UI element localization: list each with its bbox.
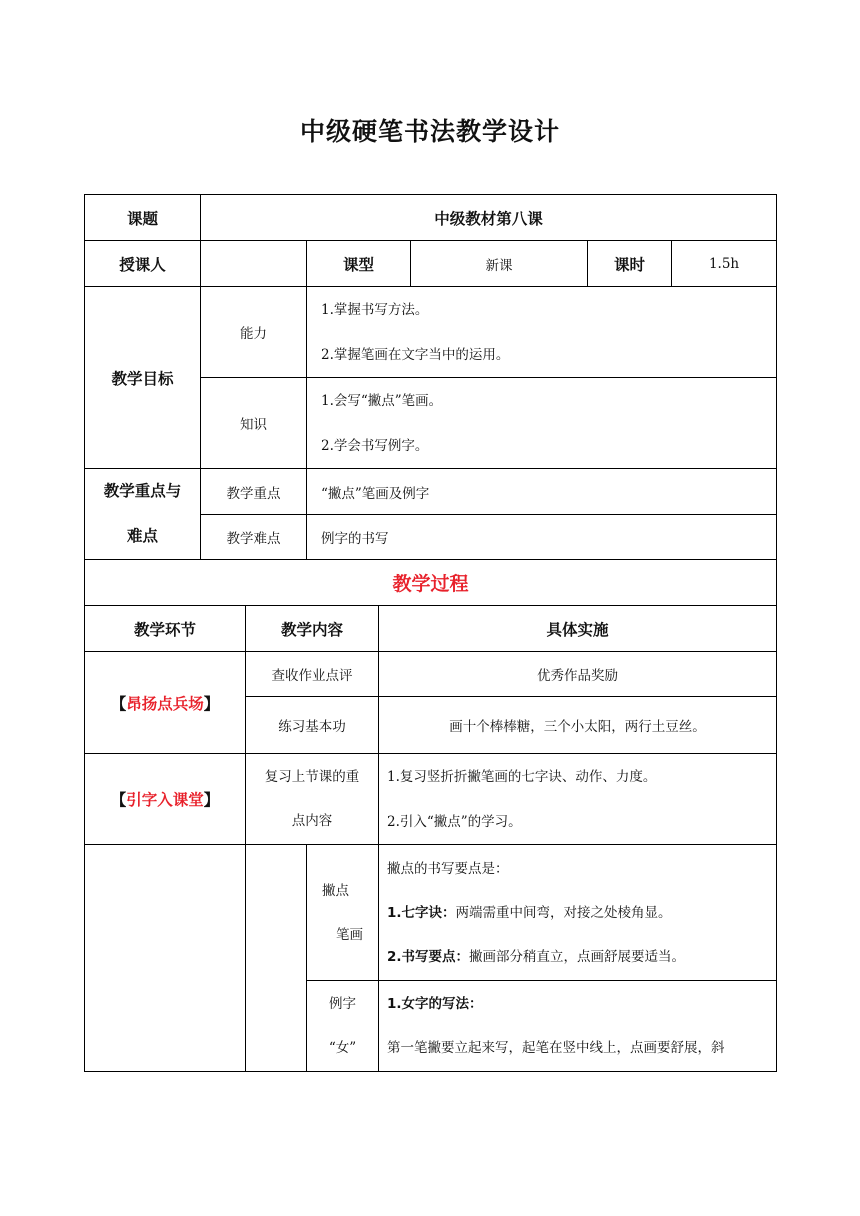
process-section-title: 教学过程 <box>85 560 777 606</box>
stage-warmup <box>85 652 246 754</box>
col-header-stage: 教学环节 <box>85 606 246 652</box>
example-text: 第一笔撇要立起来写，起笔在竖中线上，点画要舒展，斜 <box>387 1040 725 1056</box>
stroke-point <box>387 902 776 924</box>
topic-label: 课题 <box>85 195 201 241</box>
lesson-info-table <box>84 194 777 560</box>
stage-intro-content-line: 复习上节课的重 <box>264 769 360 785</box>
example-heading: 1.女字的写法： <box>387 996 483 1012</box>
knowledge-label: 知识 <box>201 378 307 469</box>
bracket-open: 【 <box>110 791 127 809</box>
stroke-intro: 撇点的书写要点是： <box>387 860 509 877</box>
ability-items <box>307 287 777 378</box>
ability-item: 2.掌握笔画在文字当中的运用。 <box>321 346 510 363</box>
knowledge-item: 2.学会书写例字。 <box>321 437 429 454</box>
teacher-label: 授课人 <box>85 241 201 287</box>
stage-warmup-implementation: 画十个棒棒糖，三个小太阳，两行土豆丝。 <box>379 697 777 754</box>
stage-intro-item: 2.引入“撇点”的学习。 <box>387 813 522 830</box>
stroke-label <box>307 845 379 981</box>
key-points-label-line: 难点 <box>126 527 158 545</box>
stage-intro-content-line: 点内容 <box>291 813 333 829</box>
bracket-open: 【 <box>110 694 127 713</box>
page-title: 中级硬笔书法教学设计 <box>299 117 560 146</box>
knowledge-item: 1.会写“撇点”笔画。 <box>321 392 443 409</box>
stroke-point-text: 撇画部分稍直立，点画舒展要适当。 <box>469 948 686 965</box>
stroke-label-line: 撇点 <box>322 882 349 899</box>
example-description <box>379 981 777 1072</box>
lesson-type-label: 课型 <box>307 241 411 287</box>
difficulty-value: 例字的书写 <box>307 515 777 560</box>
stage-new-lesson-content-cell <box>246 845 307 1072</box>
ability-label: 能力 <box>201 287 307 378</box>
stage-warmup-content: 查收作业点评 <box>246 652 379 697</box>
knowledge-items <box>307 378 777 469</box>
col-header-content: 教学内容 <box>246 606 379 652</box>
example-label-line: “女” <box>328 1040 357 1056</box>
stroke-description <box>379 845 777 981</box>
teaching-goals-label: 教学目标 <box>85 287 201 469</box>
stroke-point-label: 2.书写要点： <box>387 948 470 965</box>
stage-intro-implementation <box>379 754 777 845</box>
ability-item: 1.掌握书写方法。 <box>321 301 429 318</box>
stroke-point <box>387 946 776 968</box>
stage-intro <box>85 754 246 845</box>
stage-warmup-content: 练习基本功 <box>246 697 379 754</box>
stage-intro-content <box>246 754 379 845</box>
key-points-label <box>85 469 201 560</box>
stage-intro-item: 1.复习竖折折撇笔画的七字诀、动作、力度。 <box>387 768 657 785</box>
teacher-value <box>201 241 307 287</box>
stage-warmup-name: 昂扬点兵场 <box>126 694 204 713</box>
stroke-point-label: 1.七字诀： <box>387 904 456 921</box>
focus-label: 教学重点 <box>201 469 307 515</box>
bracket-close: 】 <box>203 694 220 713</box>
focus-value: “撇点”笔画及例字 <box>307 469 777 515</box>
lesson-type-value: 新课 <box>411 241 588 287</box>
stage-intro-name: 引字入课堂 <box>126 791 204 809</box>
difficulty-label: 教学难点 <box>201 515 307 560</box>
stage-new-lesson-cell <box>85 845 246 1072</box>
stage-warmup-implementation: 优秀作品奖励 <box>379 652 777 697</box>
key-points-label-line: 教学重点与 <box>103 482 182 500</box>
lesson-hours-label: 课时 <box>588 241 672 287</box>
stroke-point-text: 两端需重中间弯，对接之处棱角显。 <box>455 904 672 921</box>
col-header-implementation: 具体实施 <box>379 606 777 652</box>
lesson-hours-value: 1.5h <box>672 241 777 287</box>
stroke-label-line: 笔画 <box>336 926 363 943</box>
example-label-line: 例字 <box>329 996 356 1012</box>
teaching-process-table <box>84 559 777 1072</box>
bracket-close: 】 <box>203 791 220 809</box>
example-label <box>307 981 379 1072</box>
topic-value: 中级教材第八课 <box>201 195 777 241</box>
